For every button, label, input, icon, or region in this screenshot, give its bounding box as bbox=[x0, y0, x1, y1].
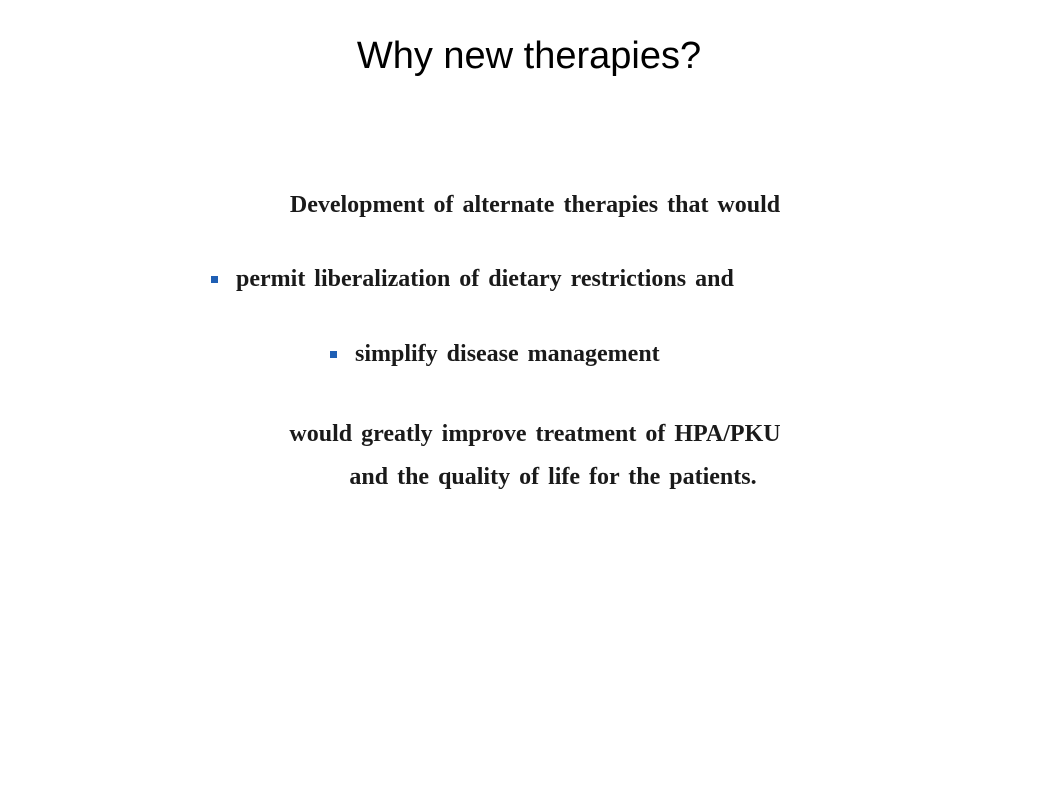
bullet-item-dietary bbox=[211, 263, 734, 295]
bullet-item-management bbox=[330, 338, 660, 370]
bullet-text: permit liberalization of dietary restrictions and bbox=[236, 266, 734, 292]
closing-line-2: and the quality of life for the patients. bbox=[349, 464, 757, 490]
closing-line-1: would greatly improve treatment of HPA/PKU bbox=[289, 421, 781, 447]
bullet-text: simplify disease management bbox=[355, 341, 660, 367]
slide-title: Why new therapies? bbox=[356, 35, 702, 77]
square-bullet-icon bbox=[330, 351, 337, 358]
intro-text: Development of alternate therapies that would bbox=[289, 192, 781, 218]
square-bullet-icon bbox=[211, 276, 218, 283]
